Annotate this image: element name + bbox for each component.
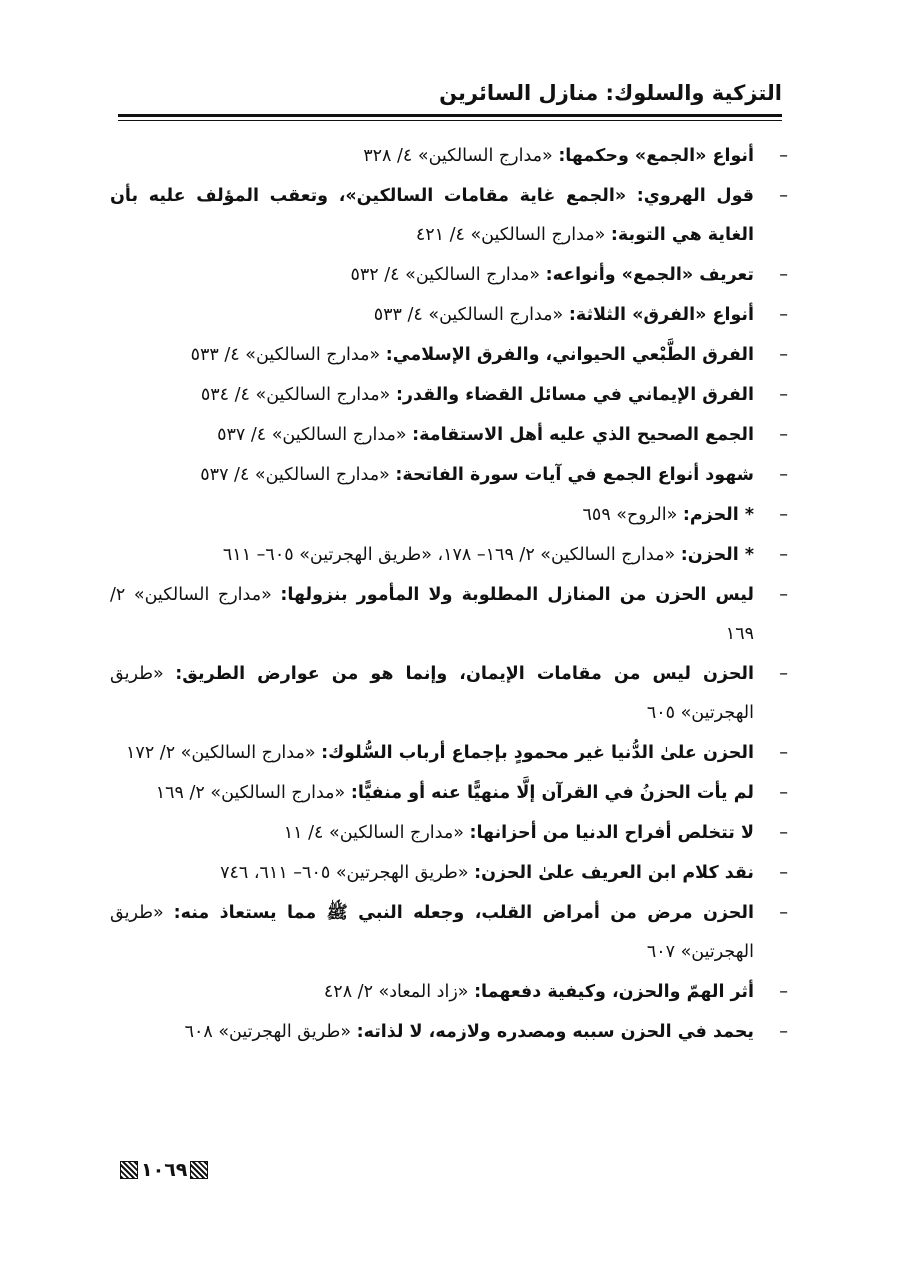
entry-reference: «مدارج السالكين» ٢/ ١٦٩ (110, 585, 754, 644)
entry-topic: شهود أنواع الجمع في آيات سورة الفاتحة: (395, 465, 754, 485)
entry-dash: – (779, 345, 788, 365)
entry-dash: – (779, 505, 788, 525)
entry-topic: لا تتخلص أفراح الدنيا من أحزانها: (469, 823, 754, 843)
entry-topic: أنواع «الفرق» الثلاثة: (568, 305, 754, 325)
index-entries (110, 137, 788, 1052)
entry-dash: – (779, 545, 788, 565)
entry-topic: نقد كلام ابن العريف علىٰ الحزن: (474, 863, 754, 883)
entry-reference: «مدارج السالكين» ٤/ ٥٣٢ (350, 265, 546, 285)
entry-dash: – (779, 305, 788, 325)
index-entry (110, 655, 788, 733)
header-rule-thin (118, 120, 782, 121)
entry-reference: «طريق الهجرتين» ٦٠٧ (110, 903, 754, 962)
index-entry (110, 496, 788, 535)
entry-reference: «مدارج السالكين» ٤/ ٥٣٧ (217, 425, 413, 445)
entry-topic: الحزن ليس من مقامات الإيمان، وإنما هو من عوارض الطريق: (175, 664, 754, 684)
entry-dash: – (779, 186, 788, 206)
entry-topic: تعريف «الجمع» وأنواعه: (545, 265, 754, 285)
entry-dash: – (779, 743, 788, 763)
entry-reference: «مدارج السالكين» ٤/ ٤٢١ (415, 225, 611, 245)
entry-dash: – (779, 385, 788, 405)
entry-reference: «مدارج السالكين» ٤/ ١١ (283, 823, 470, 843)
index-entry (110, 734, 788, 773)
index-entry (110, 894, 788, 972)
index-entry (110, 137, 788, 176)
running-header: التزكية والسلوك: منازل السائرين (439, 81, 782, 105)
index-entry (110, 177, 788, 255)
entry-topic: قول الهروي: «الجمع غاية مقامات السالكين»، وتعقب المؤلف عليه بأن الغاية هي التوبة: (110, 186, 754, 245)
index-entry (110, 336, 788, 375)
entry-reference: «مدارج السالكين» ٤/ ٥٣٣ (190, 345, 386, 365)
index-entry (110, 456, 788, 495)
index-entry (110, 376, 788, 415)
entry-reference: «مدارج السالكين» ٤/ ٥٣٧ (200, 465, 396, 485)
entry-topic: الحزن علىٰ الدُّنيا غير محمودٍ بإجماع أرباب السُّلوك: (321, 743, 754, 763)
entry-topic: ليس الحزن من المنازل المطلوبة ولا المأمور بنزولها: (280, 585, 754, 605)
entry-reference: «مدارج السالكين» ٤/ ٥٣٣ (373, 305, 569, 325)
entry-topic: الجمع الصحيح الذي عليه أهل الاستقامة: (412, 425, 754, 445)
entry-topic: يحمد في الحزن سببه ومصدره ولازمه، لا لذاته: (356, 1022, 754, 1042)
entry-dash: – (779, 585, 788, 605)
entry-topic: أثر الهمّ والحزن، وكيفية دفعهما: (474, 982, 754, 1002)
ornament-icon (190, 1161, 208, 1179)
entry-reference: «مدارج السالكين» ٢/ ١٦٩– ١٧٨، «طريق الهجرتين» ٦٠٥– ٦١١ (222, 545, 681, 565)
index-entry (110, 576, 788, 654)
entry-topic: أنواع «الجمع» وحكمها: (558, 146, 754, 166)
entry-reference: «مدارج السالكين» ٤/ ٥٣٤ (200, 385, 396, 405)
entry-dash: – (779, 982, 788, 1002)
index-entry (110, 814, 788, 853)
entry-dash: – (779, 664, 788, 684)
entry-dash: – (779, 783, 788, 803)
entry-dash: – (779, 465, 788, 485)
entry-reference: «مدارج السالكين» ٢/ ١٦٩ (155, 783, 351, 803)
page-footer (120, 1150, 208, 1190)
entry-topic: * الحزم: (682, 505, 754, 525)
entry-reference: «الروح» ٦٥٩ (582, 505, 683, 525)
entry-reference: «مدارج السالكين» ٢/ ١٧٢ (126, 743, 322, 763)
entry-reference: «طريق الهجرتين» ٦٠٥ (110, 664, 754, 723)
entry-dash: – (779, 1022, 788, 1042)
index-entry (110, 854, 788, 893)
entry-topic: الفرق الطَّبْعي الحيواني، والفرق الإسلامي: (385, 345, 754, 365)
index-entry (110, 1013, 788, 1052)
index-entry (110, 536, 788, 575)
index-entry (110, 256, 788, 295)
index-entry (110, 296, 788, 335)
index-entry (110, 416, 788, 455)
entry-dash: – (779, 903, 788, 923)
index-entry (110, 774, 788, 813)
page-number: ١٠٦٩ (141, 1159, 188, 1181)
entry-reference: «زاد المعاد» ٢/ ٤٢٨ (323, 982, 475, 1002)
entry-topic: لم يأت الحزنُ في القرآن إلَّا منهيًّا عنه أو منفيًّا: (350, 783, 754, 803)
entry-topic: الفرق الإيماني في مسائل القضاء والقدر: (395, 385, 754, 405)
entry-reference: «طريق الهجرتين» ٦٠٨ (184, 1022, 357, 1042)
entry-dash: – (779, 823, 788, 843)
entry-dash: – (779, 863, 788, 883)
entry-dash: – (779, 425, 788, 445)
entry-reference: «مدارج السالكين» ٤/ ٣٢٨ (363, 146, 559, 166)
entry-topic: * الحزن: (680, 545, 754, 565)
entry-topic: الحزن مرض من أمراض القلب، وجعله النبي ﷺ مما يستعاذ منه: (173, 903, 754, 923)
index-entry (110, 973, 788, 1012)
ornament-icon (120, 1161, 138, 1179)
header-rule (118, 114, 782, 117)
entry-dash: – (779, 265, 788, 285)
entry-dash: – (779, 146, 788, 166)
entry-reference: «طريق الهجرتين» ٦٠٥– ٦١١، ٧٤٦ (220, 863, 475, 883)
